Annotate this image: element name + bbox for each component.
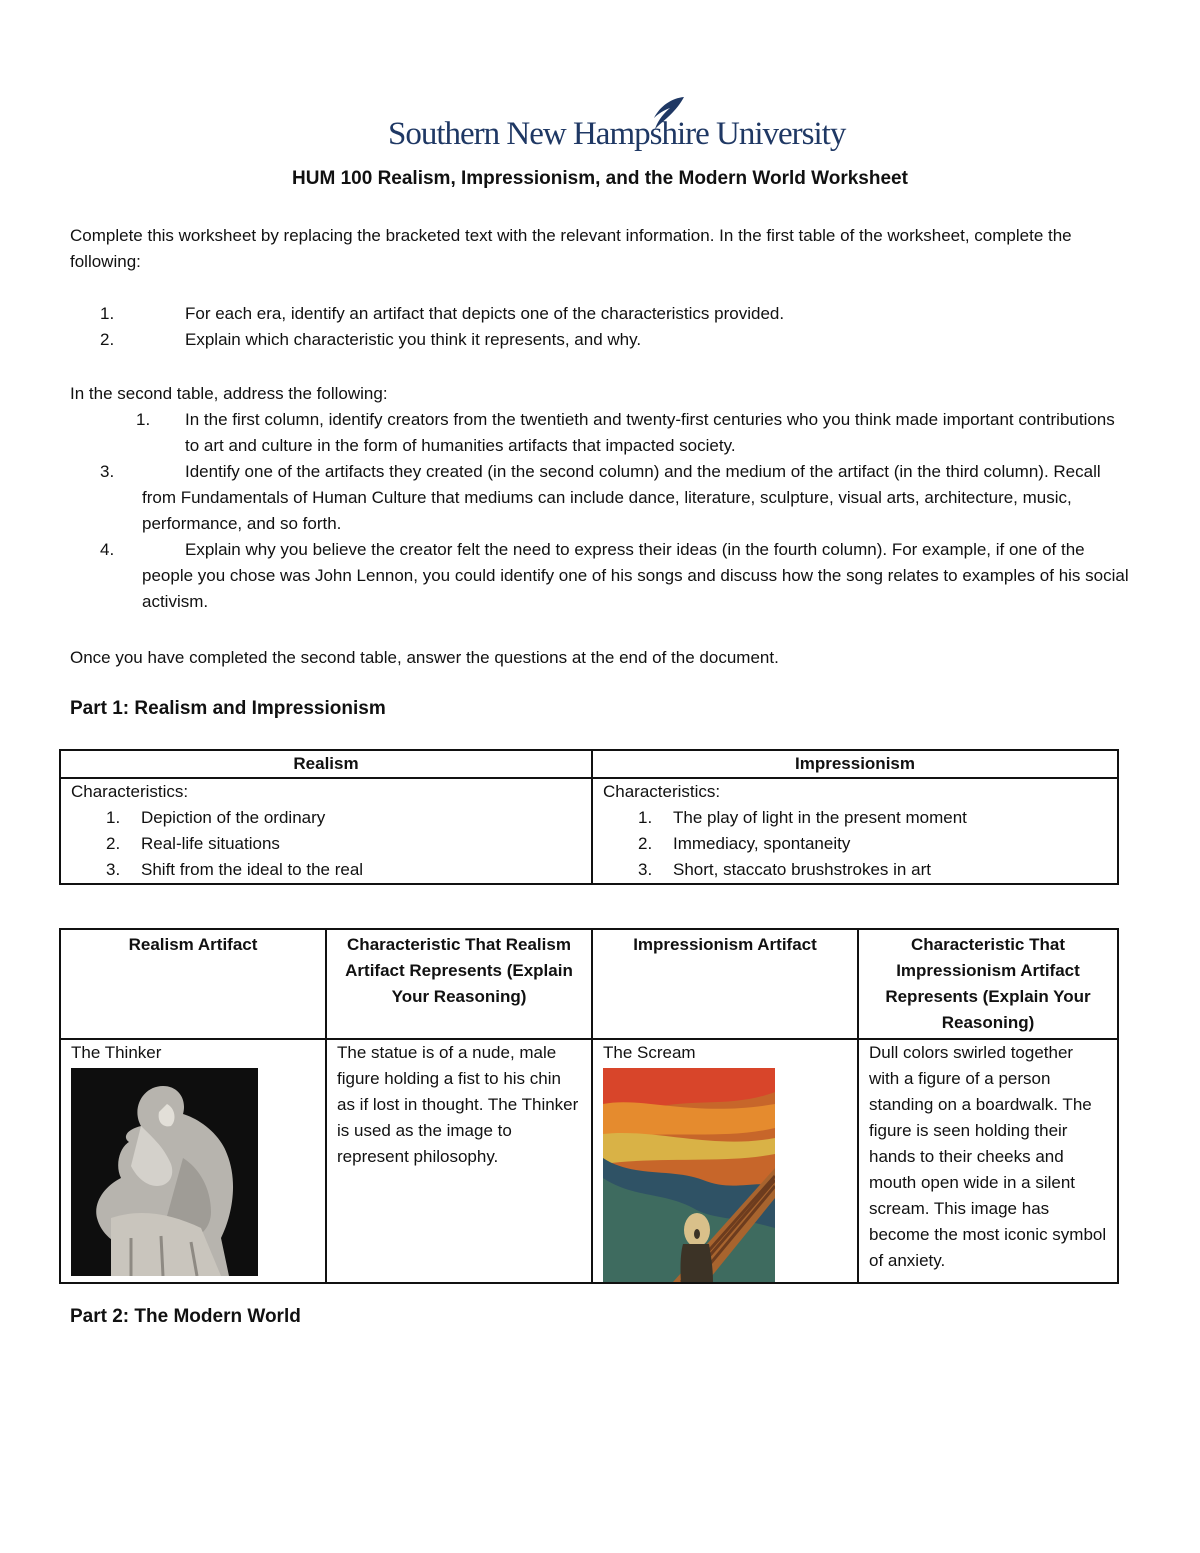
impressionism-artifact-cell [592, 1039, 858, 1283]
impressionism-artifact-name: The Scream [603, 1043, 696, 1062]
first-instructions-list [70, 301, 1130, 353]
the-scream-image [603, 1068, 775, 1282]
realism-artifact-name: The Thinker [71, 1043, 162, 1062]
realism-explanation-cell: The statue is of a nude, male figure holding a fist to his chin as if lost in thought. The Thinker is used as the image to represent philosophy. [326, 1039, 592, 1283]
list-item: 1. In the first column, identify creators from the twentieth and twenty-first centuries who you think made important contributions to art and culture in the form of humanities artifacts that impacted society. [136, 410, 1115, 455]
characteristics-table [59, 749, 1119, 885]
impressionism-header: Impressionism [592, 750, 1118, 778]
realism-artifact-cell [60, 1039, 326, 1283]
realism-characteristics: Characteristics: 1. Depiction of the ordinary 2. Real-life situations 3. Shift from the ideal to the real [60, 778, 592, 884]
col-impressionism-characteristic: Characteristic That Impressionism Artifact Represents (Explain Your Reasoning) [858, 929, 1118, 1039]
col-realism-artifact: Realism Artifact [60, 929, 326, 1039]
impressionism-characteristics: Characteristics: 1. The play of light in the present moment 2. Immediacy, spontaneity 3. Short, staccato brushstrokes in art [592, 778, 1118, 884]
second-instructions-list [70, 407, 1130, 615]
university-logo [388, 96, 846, 160]
artifact-table [59, 928, 1119, 1284]
second-intro: In the second table, address the following: [70, 384, 388, 403]
list-item: 2. Real-life situations [106, 834, 280, 853]
list-item: 1. Depiction of the ordinary [106, 808, 326, 827]
list-item: 4. Explain why you believe the creator felt the need to express their ideas (in the fourth column). For example, if one of the people you chose was John Lennon, you could identify one of his songs and discuss how the song relates to examples of his social activism. [100, 540, 1129, 611]
worksheet-title: HUM 100 Realism, Impressionism, and the Modern World Worksheet [292, 168, 908, 189]
list-item: 1. For each era, identify an artifact that depicts one of the characteristics provided. [100, 304, 785, 323]
logo-text: Southern New Hampshire University [388, 116, 846, 152]
list-item: 1. The play of light in the present moment [638, 808, 967, 827]
closing-instruction: Once you have completed the second table, answer the questions at the end of the document. [70, 648, 779, 667]
impressionism-explanation-cell: Dull colors swirled together with a figure of a person standing on a boardwalk. The figure is seen holding their hands to their cheeks and mouth open wide in a silent scream. This image has become the most iconic symbol of anxiety. [858, 1039, 1118, 1283]
list-item: 3. Identify one of the artifacts they created (in the second column) and the medium of the artifact (in the third column). Recall from Fundamentals of Human Culture that mediums can include dance, literature, sculpture, visual arts, architecture, music, performance, and so forth. [100, 462, 1101, 533]
col-realism-characteristic: Characteristic That Realism Artifact Represents (Explain Your Reasoning) [326, 929, 592, 1039]
realism-header: Realism [60, 750, 592, 778]
the-thinker-image [71, 1068, 258, 1276]
list-item: 2. Explain which characteristic you think it represents, and why. [100, 330, 642, 349]
part2-heading: Part 2: The Modern World [70, 1306, 301, 1327]
list-item: 3. Short, staccato brushstrokes in art [638, 860, 931, 879]
list-item: 3. Shift from the ideal to the real [106, 860, 364, 879]
list-item: 2. Immediacy, spontaneity [638, 834, 851, 853]
col-impressionism-artifact: Impressionism Artifact [592, 929, 858, 1039]
intro-paragraph: Complete this worksheet by replacing the bracketed text with the relevant information. In the first table of the worksheet, complete the following: [70, 226, 1072, 271]
part1-heading: Part 1: Realism and Impressionism [70, 698, 386, 719]
